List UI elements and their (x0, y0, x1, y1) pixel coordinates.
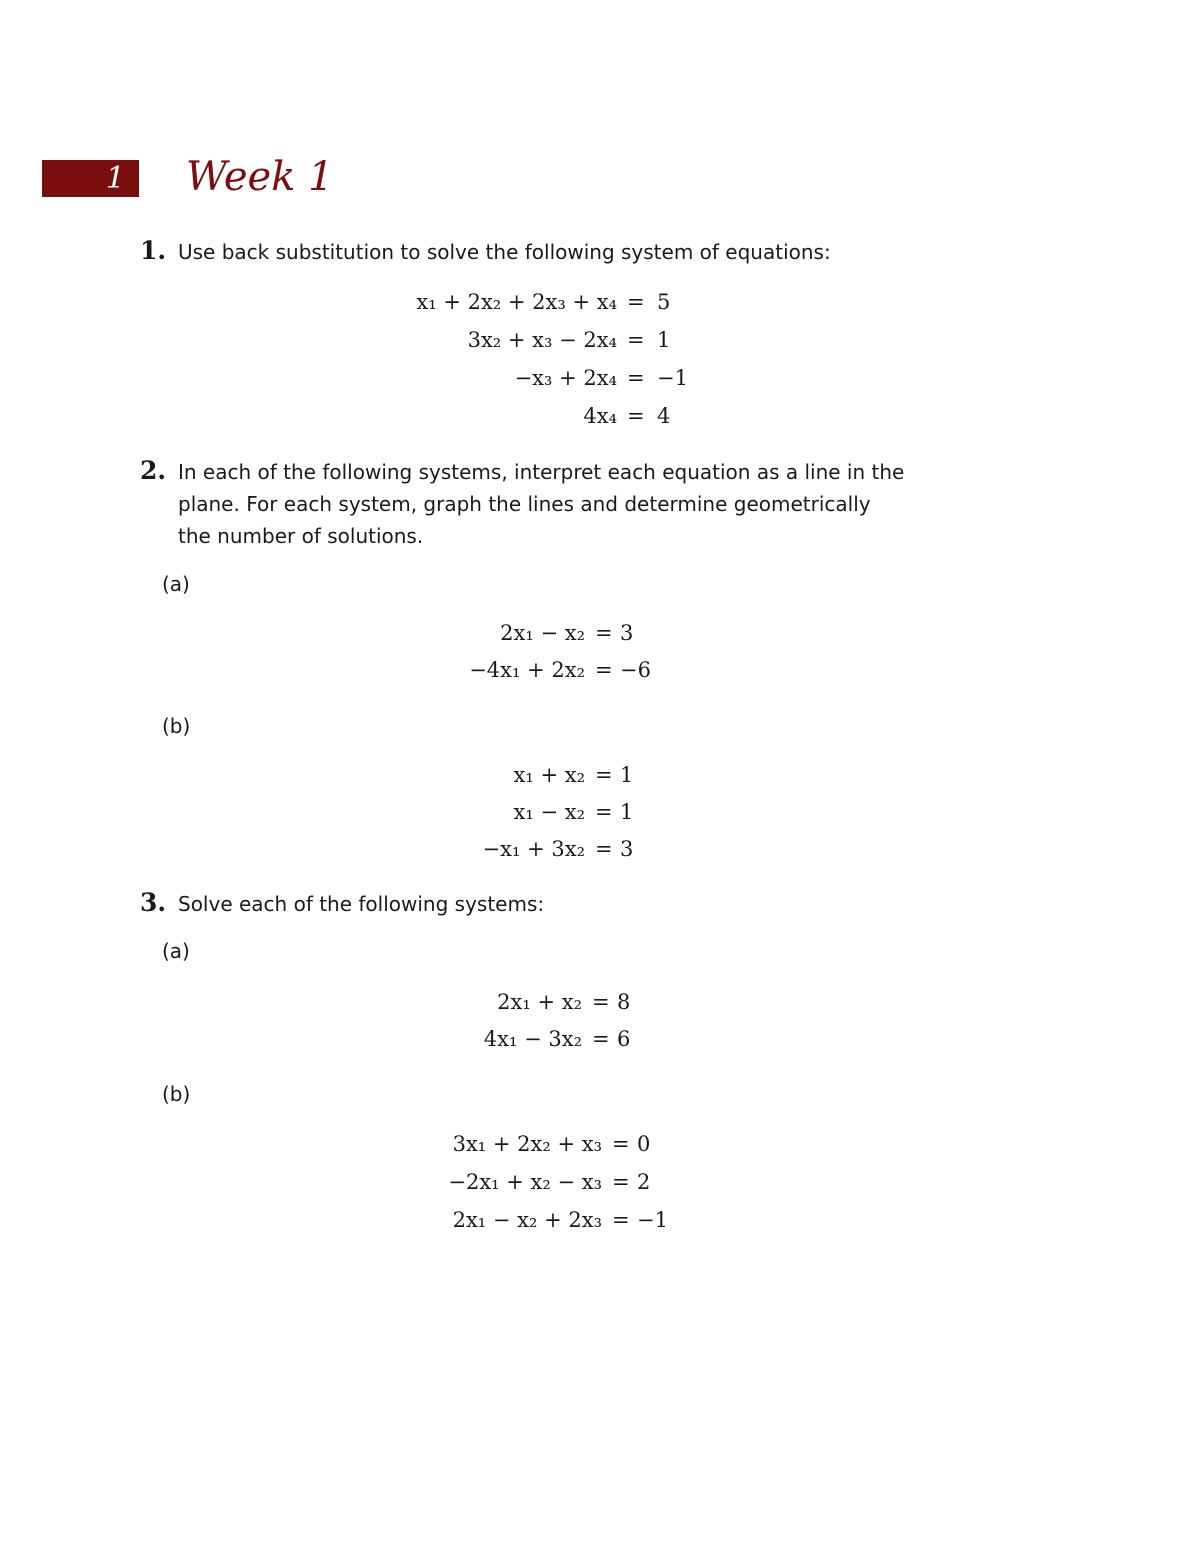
problem-3-number: 3. (140, 888, 167, 917)
equation-lhs: −x₃ + 2x₄ (514, 366, 617, 390)
equation-lhs: x₁ + 2x₂ + 2x₃ + x₄ (416, 290, 617, 314)
equals-sign: = (627, 366, 645, 390)
section-number-badge: 1 (42, 160, 139, 197)
equation-lhs: 4x₄ (583, 404, 617, 428)
problem-2a-label: (a) (162, 572, 190, 596)
equation-row (0, 653, 1200, 687)
equation-rhs: 4 (657, 404, 671, 428)
problem-1-number: 1. (140, 236, 167, 265)
equation-lhs: x₁ + x₂ (513, 763, 585, 787)
problem-2-text: In each of the following systems, interpret each equation as a line in the plane. For each system, graph the lines and determine geometrically the number of solutions. (178, 460, 905, 548)
equation-row (0, 1165, 1200, 1199)
equals-sign: = (592, 990, 610, 1014)
equation-rhs: 0 (637, 1132, 651, 1156)
equation-rhs: 8 (617, 990, 631, 1014)
equals-sign: = (627, 290, 645, 314)
equation-rhs: −6 (620, 658, 651, 682)
problem-3-text: Solve each of the following systems: (178, 892, 545, 916)
equation-row (0, 399, 1200, 433)
equation-rhs: −1 (657, 366, 688, 390)
equation-row (0, 1022, 1200, 1056)
equals-sign: = (595, 837, 613, 861)
equation-row (0, 985, 1200, 1019)
equation-row (0, 795, 1200, 829)
equation-lhs: 2x₁ − x₂ (500, 621, 585, 645)
equation-lhs: −4x₁ + 2x₂ (469, 658, 585, 682)
equation-lhs: −2x₁ + x₂ − x₃ (448, 1170, 602, 1194)
equation-rhs: 6 (617, 1027, 631, 1051)
equation-lhs: 2x₁ + x₂ (497, 990, 582, 1014)
equation-rhs: 1 (620, 763, 634, 787)
section-title: Week 1 (186, 154, 334, 200)
equation-row (0, 361, 1200, 395)
equation-row (0, 1127, 1200, 1161)
equation-rhs: 1 (657, 328, 671, 352)
problem-3a-label: (a) (162, 939, 190, 963)
problem-2-number: 2. (140, 456, 167, 485)
equation-row (0, 616, 1200, 650)
equation-row (0, 285, 1200, 319)
problem-1-text: Use back substitution to solve the following system of equations: (178, 240, 831, 264)
equals-sign: = (627, 404, 645, 428)
equation-rhs: 3 (620, 837, 634, 861)
equals-sign: = (595, 621, 613, 645)
equals-sign: = (612, 1208, 630, 1232)
problem-3b-label: (b) (162, 1082, 191, 1106)
equals-sign: = (612, 1170, 630, 1194)
equation-rhs: 3 (620, 621, 634, 645)
equals-sign: = (595, 800, 613, 824)
problem-2b-label: (b) (162, 714, 191, 738)
equals-sign: = (612, 1132, 630, 1156)
equation-rhs: −1 (637, 1208, 668, 1232)
equation-rhs: 5 (657, 290, 671, 314)
equation-lhs: −x₁ + 3x₂ (482, 837, 585, 861)
equals-sign: = (595, 658, 613, 682)
equals-sign: = (595, 763, 613, 787)
equation-lhs: 4x₁ − 3x₂ (483, 1027, 582, 1051)
equation-rhs: 2 (637, 1170, 651, 1194)
equation-rhs: 1 (620, 800, 634, 824)
equation-lhs: 3x₂ + x₃ − 2x₄ (467, 328, 617, 352)
equation-row (0, 323, 1200, 357)
equals-sign: = (627, 328, 645, 352)
equation-row (0, 758, 1200, 792)
equals-sign: = (592, 1027, 610, 1051)
equation-row (0, 1203, 1200, 1237)
equation-lhs: x₁ − x₂ (513, 800, 585, 824)
equation-lhs: 3x₁ + 2x₂ + x₃ (452, 1132, 602, 1156)
equation-lhs: 2x₁ − x₂ + 2x₃ (452, 1208, 602, 1232)
equation-row (0, 832, 1200, 866)
